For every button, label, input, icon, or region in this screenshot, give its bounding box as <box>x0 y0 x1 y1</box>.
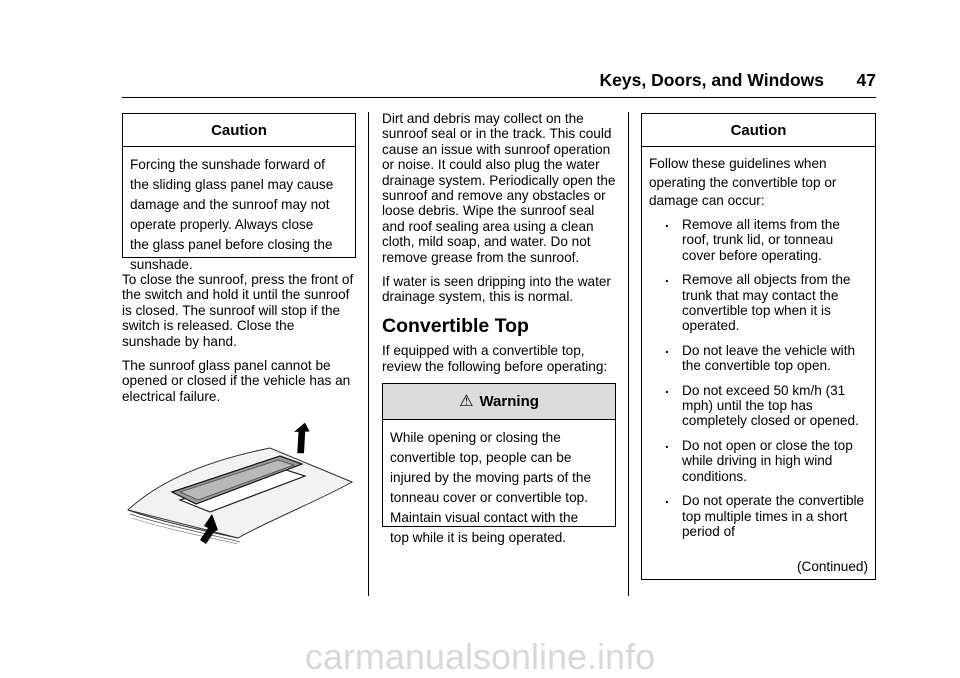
sunroof-illustration <box>120 420 360 545</box>
warning-line: tonneau cover or convertible top. <box>390 490 588 506</box>
caution-line: sunshade. <box>130 257 193 272</box>
middle-column <box>382 111 616 546</box>
list-item: . Do not leave the vehicle with the convertible top open. <box>649 343 868 374</box>
warning-line: While opening or closing the <box>390 430 561 446</box>
continued-label: (Continued) <box>796 558 868 574</box>
convertible-top-heading: Convertible Top <box>382 314 529 337</box>
column-divider <box>628 112 629 596</box>
warning-icon: ⚠ <box>459 392 474 410</box>
electrical-failure-paragraph: The sunroof glass panel cannot be opened or closed if the vehicle has an electrical failure. <box>122 358 351 404</box>
warning-line: injured by the moving parts of the <box>390 470 591 486</box>
warning-line: convertible top, people can be <box>390 450 572 466</box>
caution-line: the glass panel before closing the <box>130 237 333 252</box>
warning-box <box>382 383 616 546</box>
caution-line: operate properly. Always close <box>130 217 314 232</box>
list-item: . Do not exceed 50 km/h (31 mph) until the top has completely closed or opened. <box>649 383 868 429</box>
right-column <box>641 113 876 580</box>
caution-line: damage and the sunroof may not <box>130 197 330 212</box>
convertible-intro-paragraph: If equipped with a convertible top, review the following before operating: <box>382 343 608 374</box>
warning-line: top while it is being operated. <box>390 530 567 546</box>
caution-line: damage can occur: <box>649 193 765 208</box>
section-title: Keys, Doors, and Windows <box>599 70 824 90</box>
warning-body <box>383 419 615 546</box>
list-item: . Remove all objects from the trunk that may contact the convertible top when it is operated. <box>649 272 868 334</box>
left-column <box>122 113 356 413</box>
close-sunroof-paragraph: To close the sunroof, press the front of the switch and hold it until the sunroof is closed. The sunroof will stop if the switch is released. Close the sunshade by hand. <box>122 272 354 349</box>
list-item: . Do not operate the convertible top multiple times in a short period of <box>649 493 868 539</box>
list-item: . Do not open or close the top while driving in high wind conditions. <box>649 438 868 484</box>
debris-paragraph: Dirt and debris may collect on the sunroof seal or in the track. This could cause an issue with sunroof operation or noise. It could also plug the water drainage system. Periodically open the sunroof and remove any obstacles or loose debris. Wipe the sunroof seal and roof sealing area using a clean cloth, mild soap, and water. Do not remove grease from the sunroof. <box>382 111 616 265</box>
caution-title: Caution <box>211 122 267 139</box>
page-number: 47 <box>856 70 876 90</box>
caution-line: Follow these guidelines when <box>649 156 827 171</box>
caution-title: Caution <box>730 122 787 139</box>
watermark: carmanualsonline.info <box>304 636 656 677</box>
warning-title: Warning <box>479 392 539 410</box>
warning-header <box>383 384 615 419</box>
arrow-icon <box>286 420 315 456</box>
caution-box-convertible <box>641 113 876 580</box>
column-divider <box>368 112 369 596</box>
warning-line: Maintain visual contact with the <box>390 510 579 526</box>
list-item: . Remove all items from the roof, trunk lid, or tonneau cover before operating. <box>649 217 868 263</box>
caution-box-sunshade <box>122 113 356 272</box>
caution-line: the sliding glass panel may cause <box>130 177 334 192</box>
page-header <box>122 70 876 94</box>
guideline-list <box>649 217 868 539</box>
caution-line: Forcing the sunshade forward of <box>130 157 325 172</box>
water-drip-paragraph: If water is seen dripping into the water drainage system, this is normal. <box>382 274 611 305</box>
caution-line: operating the convertible top or <box>649 175 837 190</box>
header-rule <box>122 97 876 98</box>
caution-body <box>642 146 875 545</box>
